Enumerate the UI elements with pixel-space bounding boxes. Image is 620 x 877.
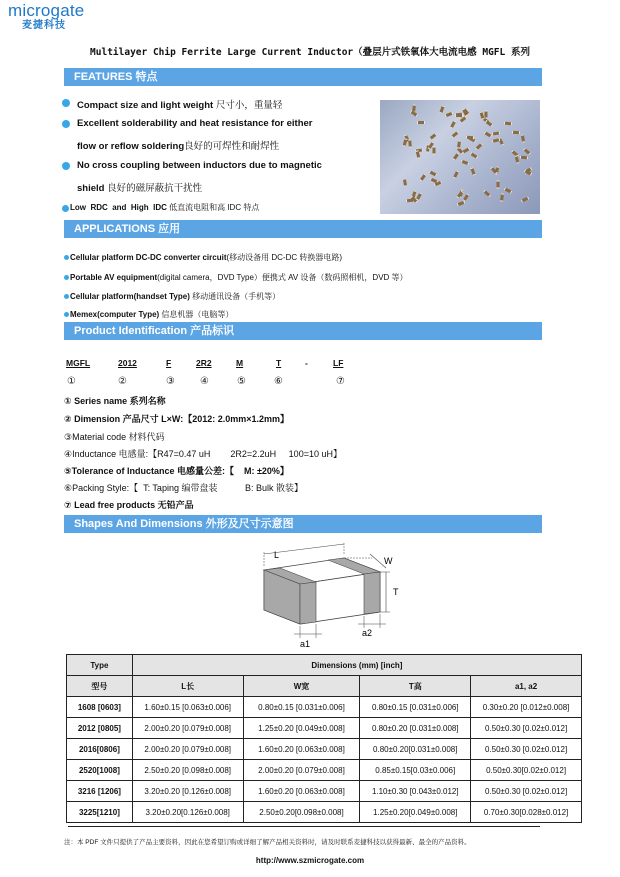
feature-cn: 良好的可焊性和耐焊性 (184, 141, 280, 152)
application-item (70, 291, 280, 302)
chip-image (521, 196, 530, 202)
chip-image (492, 131, 500, 135)
part-code-dash: - (305, 358, 308, 368)
dimension-cell: 0.50±0.30 [0.02±0.012] (471, 739, 582, 760)
part-index: ③ (166, 376, 175, 387)
table-header-l: L长 (132, 676, 243, 697)
application-cn: 信息机器（电脑等） (159, 310, 234, 319)
dim-label-W: W (384, 556, 393, 566)
chip-image (445, 112, 454, 118)
chip-image (485, 120, 493, 127)
features-header: FEATURES 特点 (64, 68, 542, 86)
bullet-icon (62, 120, 70, 128)
table-row (67, 739, 582, 760)
feature-en: No cross coupling between inductors due to magnetic (77, 160, 322, 171)
chip-image (408, 139, 412, 147)
type-cell: 2520[1008] (67, 760, 133, 781)
part-line-material: ③Material code 材料代码 (64, 432, 165, 442)
table-row (67, 781, 582, 802)
dimension-cell: 0.50±0.30 [0.02±0.012] (471, 718, 582, 739)
chip-image (470, 167, 476, 176)
part-line-tolerance: ⑤Tolerance of Inductance 电感量公差:【 M: ±20%】 (64, 466, 289, 476)
part-index: ① (67, 376, 76, 387)
chip-image (512, 131, 520, 135)
chip-image (416, 192, 423, 200)
chip-image (457, 140, 461, 148)
dimension-cell: 0.80±0.15 [0.031±0.006] (243, 697, 360, 718)
dimension-cell: 2.50±0.20 [0.098±0.008] (132, 760, 243, 781)
dimension-cell: 1.10±0.30 [0.043±0.012] (360, 781, 471, 802)
chip-image (523, 148, 531, 156)
chip-image (450, 120, 456, 128)
application-cn: 移动通讯设备（手机等） (189, 292, 281, 301)
feature-en: Low RDC and High IDC (70, 203, 167, 212)
table-header-type-cn: 型号 (67, 676, 133, 697)
chip-image (452, 152, 459, 160)
application-cn: (digital camera，DVD Type）便携式 AV 设备（数码照相机，DVD 等） (157, 273, 408, 282)
dimension-cell: 0.30±0.20 [0.012±0.008] (471, 697, 582, 718)
table-row (67, 718, 582, 739)
dimension-cell: 1.60±0.20 [0.063±0.008] (243, 739, 360, 760)
logo-text-cn: 麦捷科技 (22, 20, 66, 31)
chip-image (521, 134, 525, 142)
feature-item (77, 118, 312, 129)
part-code-packing: T (276, 358, 282, 368)
product-photo (380, 100, 540, 214)
chip-image (461, 160, 470, 166)
part-line-packing: ⑥Packing Style:【 T: Taping 编带盘装 B: Bulk 散装】 (64, 483, 303, 493)
part-line-inductance: ④Inductance 电感量:【R47=0.47 uH 2R2=2.2uH 100=10 uH】 (64, 449, 342, 459)
applications-header: APPLICATIONS 应用 (64, 220, 542, 238)
application-en: Portable AV equipment (70, 273, 158, 282)
chip-image (410, 110, 418, 117)
chip-image (504, 122, 512, 126)
dimensions-table (66, 654, 582, 823)
chip-image (403, 178, 407, 186)
dimension-cell: 0.80±0.20 [0.031±0.008] (360, 718, 471, 739)
shapes-header: Shapes And Dimensions 外形及尺寸示意图 (64, 515, 542, 533)
part-code-leadfree: LF (333, 358, 344, 368)
chip-image (417, 121, 425, 124)
application-en: Cellular platform(handset Type) (70, 292, 190, 301)
feature-en: shield (77, 183, 105, 194)
part-code-dimension: 2012 (118, 358, 137, 368)
company-logo (8, 2, 84, 31)
part-line-leadfree: ⑦ Lead free products 无铅产品 (64, 500, 194, 510)
dimension-cell: 1.60±0.15 [0.063±0.006] (132, 697, 243, 718)
logo-text-en: microgate (8, 1, 85, 20)
chip-image (470, 152, 478, 159)
feature-en: Compact size and light weight (77, 100, 214, 111)
chip-dimension-diagram (240, 540, 420, 650)
chip-image (429, 133, 437, 140)
dimension-cell: 0.50±0.30[0.02±0.012] (471, 760, 582, 781)
table-row (67, 760, 582, 781)
part-line-dimension: ② Dimension 产品尺寸 L×W:【2012: 2.0mm×1.2mm】 (64, 414, 290, 424)
type-cell: 1608 [0603] (67, 697, 133, 718)
dimension-cell: 2.50±0.20[0.098±0.008] (243, 802, 360, 823)
application-en: Memex(computer Type) (70, 310, 160, 319)
dimension-cell: 0.50±0.30 [0.02±0.012] (471, 781, 582, 802)
bullet-icon (64, 275, 69, 280)
feature-cn: 良好的磁屏蔽抗干扰性 (104, 183, 203, 194)
feature-cn: 低直流电阻和高 IDC 特点 (166, 203, 260, 212)
table-body (67, 697, 582, 823)
chip-image (504, 187, 513, 193)
part-code-tolerance: M (236, 358, 244, 368)
bullet-icon (62, 99, 70, 107)
dimension-cell: 2.00±0.20 [0.079±0.008] (132, 739, 243, 760)
table-header-type: Type (67, 655, 133, 676)
bullet-icon (62, 162, 70, 170)
chip-image (439, 105, 444, 114)
dimension-cell: 0.80±0.20[0.031±0.008] (360, 739, 471, 760)
type-cell: 2012 [0805] (67, 718, 133, 739)
dimension-cell: 2.00±0.20 [0.079±0.008] (243, 760, 360, 781)
footer-url: http://www.szmicrogate.com (255, 856, 365, 865)
table-row (67, 802, 582, 823)
table-header-w: W宽 (243, 676, 360, 697)
part-index: ⑥ (274, 376, 283, 387)
part-code-series: MGFL (66, 358, 91, 368)
chip-image (500, 193, 504, 201)
dimension-cell: 0.70±0.30[0.028±0.012] (471, 802, 582, 823)
feature-en: Excellent solderability and heat resistance for either (77, 118, 313, 129)
table-header-a: a1, a2 (471, 676, 582, 697)
chip-image (419, 173, 426, 181)
chip-image (520, 156, 528, 160)
footer-divider (68, 826, 540, 827)
dim-label-T: T (393, 587, 399, 597)
dim-label-a1: a1 (300, 639, 311, 649)
dimension-cell: 1.25±0.20[0.049±0.008] (360, 802, 471, 823)
application-en: Cellular platform DC-DC converter circuit (70, 253, 227, 262)
type-cell: 2016[0806] (67, 739, 133, 760)
document-title: Multilayer Chip Ferrite Large Current Inductor（叠层片式铁氧体大电流电感 MGFL 系列 (90, 47, 530, 58)
part-code-inductance: 2R2 (196, 358, 212, 368)
feature-item (70, 202, 259, 213)
table-header-t: T高 (360, 676, 471, 697)
part-index: ② (118, 376, 127, 387)
part-index: ④ (200, 376, 209, 387)
application-item (70, 309, 233, 320)
part-line-series: ① Series name 系列名称 (64, 396, 166, 406)
dimension-cell: 0.85±0.15[0.03±0.006] (360, 760, 471, 781)
dimension-cell: 1.60±0.20 [0.063±0.008] (243, 781, 360, 802)
bullet-icon (64, 255, 69, 260)
dim-label-L: L (274, 550, 280, 560)
part-code-material: F (166, 358, 172, 368)
dimension-cell: 3.20±0.20 [0.126±0.008] (132, 781, 243, 802)
product-id-header: Product Identification 产品标识 (64, 322, 542, 340)
feature-item (77, 138, 279, 152)
table-header-dimensions: Dimensions (mm) [inch] (132, 655, 581, 676)
application-item (70, 252, 342, 263)
feature-cn: 尺寸小，重量轻 (213, 100, 283, 111)
chip-image (497, 181, 500, 189)
feature-item (77, 160, 322, 171)
dimension-cell: 0.80±0.15 [0.031±0.006] (360, 697, 471, 718)
dimension-cell: 2.00±0.20 [0.079±0.008] (132, 718, 243, 739)
feature-en: flow or reflow soldering (77, 141, 185, 152)
chip-image (453, 170, 459, 179)
type-cell: 3225[1210] (67, 802, 133, 823)
bullet-icon (64, 312, 69, 317)
chip-image (483, 190, 491, 198)
bullet-icon (64, 294, 69, 299)
footer-note: 注：本 PDF 文件只提供了产品主要资料，因此在您希望订购或详细了解产品相关资料时，请及时联系麦捷科技以获得最新、最全的产品资料。 (64, 839, 471, 846)
type-cell: 3216 [1206] (67, 781, 133, 802)
dimension-cell: 1.25±0.20 [0.049±0.008] (243, 718, 360, 739)
chip-image (515, 155, 520, 163)
chip-image (451, 131, 459, 138)
part-index: ⑦ (336, 376, 345, 387)
chip-image (429, 170, 437, 176)
chip-image (457, 201, 466, 207)
bullet-icon (62, 205, 69, 212)
chip-image (466, 136, 474, 140)
dimension-cell: 3.20±0.20[0.126±0.008] (132, 802, 243, 823)
table-row (67, 697, 582, 718)
application-item (70, 272, 408, 283)
part-index: ⑤ (237, 376, 246, 387)
chip-image (432, 146, 435, 154)
chip-image (475, 143, 483, 151)
dim-label-a2: a2 (362, 628, 373, 638)
feature-item (77, 180, 202, 194)
feature-item (77, 97, 282, 111)
application-cn: (移动设备用 DC-DC 转换器电路) (226, 253, 343, 262)
